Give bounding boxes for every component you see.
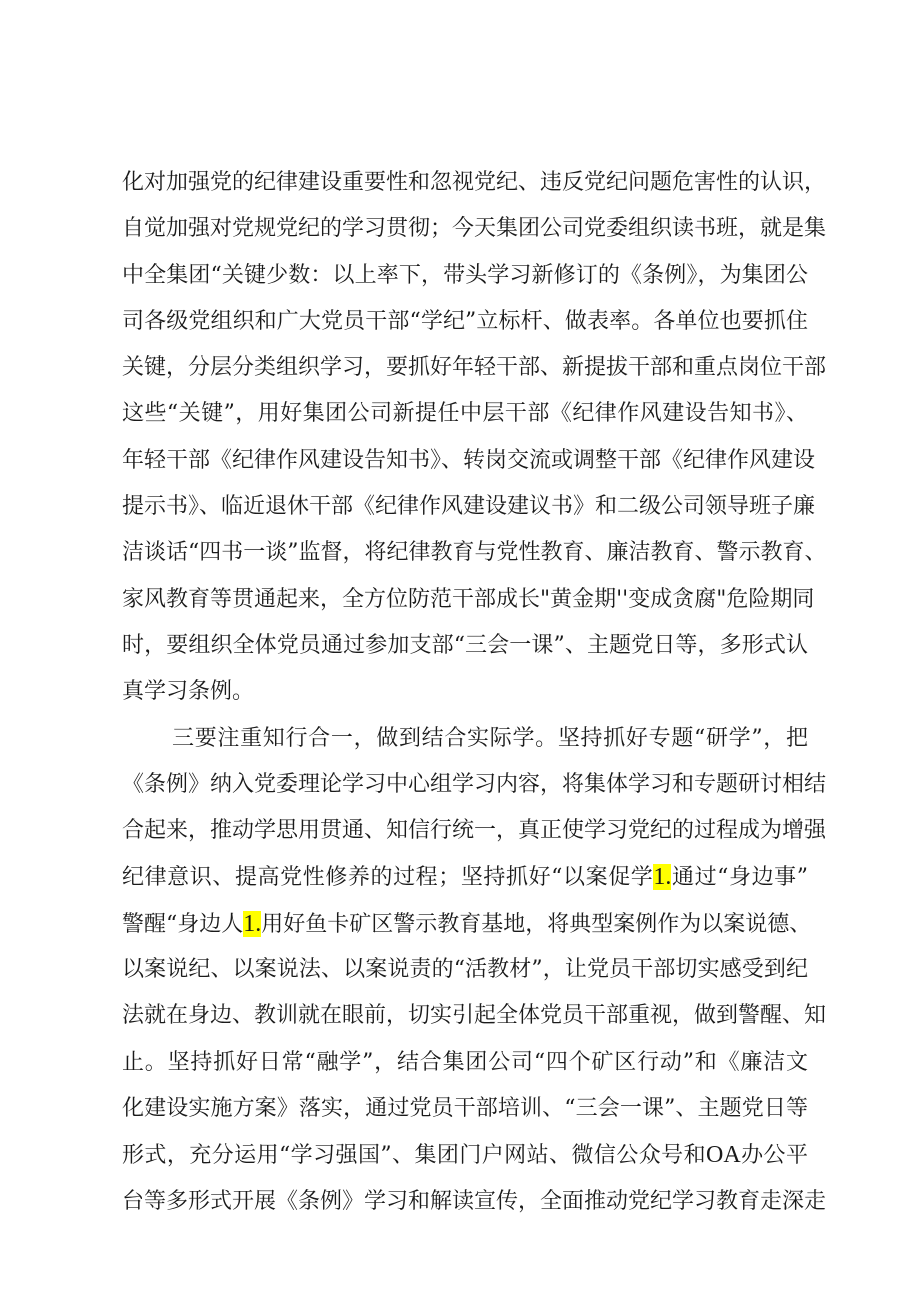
highlighted-marker: 1. [653, 864, 672, 891]
text-line: 化对加强党的纪律建设重要性和忽视党纪、违反党纪问题危害性的认识， [122, 170, 827, 195]
text-line: 法就在身边、教训就在眼前，切实引起全体党员干部重视，做到警醒、知 [122, 1003, 827, 1029]
text-segment: 形式，充分运用“学习强国”、集团门户网站、微信公众号和 [122, 1143, 707, 1169]
text-segment: 纪律意识、提高党性修养的过程；坚持抓好“以案促学 [122, 865, 654, 891]
text-segment: 警醒“身边人 [122, 911, 244, 937]
text-line: 洁谈话“四书一谈”监督，将纪律教育与党性教育、廉洁教育、警示教育、 [122, 540, 827, 566]
text-segment: 办公平 [740, 1143, 808, 1169]
paragraph-end-line: 真学习条例。 [122, 679, 255, 705]
text-line: 化建设实施方案》落实，通过党员干部培训、“三会一课”、主题党日等 [122, 1095, 808, 1121]
text-line: 家风教育等贯通起来，全方位防范干部成长"黄金期''变成贪腐"危险期同 [122, 586, 815, 612]
text-line: 年轻干部《纪律作风建设告知书》、转岗交流或调整干部《纪律作风建设 [122, 447, 816, 473]
text-segment: 用好鱼卡矿区警示教育基地，将典型案例作为以案说德、 [261, 911, 812, 937]
text-line: 台等多形式开展《条例》学习和解读宣传，全面推动党纪学习教育走深走 [122, 1188, 827, 1214]
text-line: 提示书》、临近退休干部《纪律作风建设建议书》和二级公司领导班子廉 [122, 494, 816, 520]
text-line: 中全集团“关键少数：以上率下，带头学习新修订的《条例》，为集团公 [122, 262, 808, 288]
text-line: 司各级党组织和广大党员干部“学纪”立标杆、做表率。各单位也要抓住 [122, 308, 808, 334]
paragraph-start-line: 三要注重知行合一，做到结合实际学。坚持抓好专题“研学”，把 [172, 725, 808, 751]
text-line: 以案说纪、以案说法、以案说责的“活教材”，让党员干部切实感受到纪 [122, 957, 808, 983]
text-line: 合起来，推动学思用贯通、知信行统一，真正使学习党纪的过程成为增强 [122, 818, 827, 844]
text-line-with-latin [122, 1140, 808, 1186]
text-line-with-marker [122, 909, 812, 955]
text-segment: 通过“身边事” [671, 865, 809, 891]
text-line-with-marker [122, 862, 808, 908]
text-line: 《条例》纳入党委理论学习中心组学习内容，将集体学习和专题研讨相结 [122, 771, 827, 797]
text-line: 关键，分层分类组织学习，要抓好年轻干部、新提拔干部和重点岗位干部 [122, 355, 827, 381]
highlighted-marker: 1. [243, 910, 262, 937]
text-line: 时，要组织全体党员通过参加支部“三会一课”、主题党日等，多形式认 [122, 632, 808, 658]
text-line: 止。坚持抓好日常“融学”，结合集团公司“四个矿区行动”和《廉洁文 [122, 1049, 808, 1075]
text-line: 这些“关键”，用好集团公司新提任中层干部《纪律作风建设告知书》、 [122, 401, 808, 427]
latin-abbreviation: OA [706, 1142, 741, 1169]
body-text [122, 168, 827, 1233]
text-line: 自觉加强对党规党纪的学习贯彻；今天集团公司党委组织读书班，就是集 [122, 216, 827, 242]
